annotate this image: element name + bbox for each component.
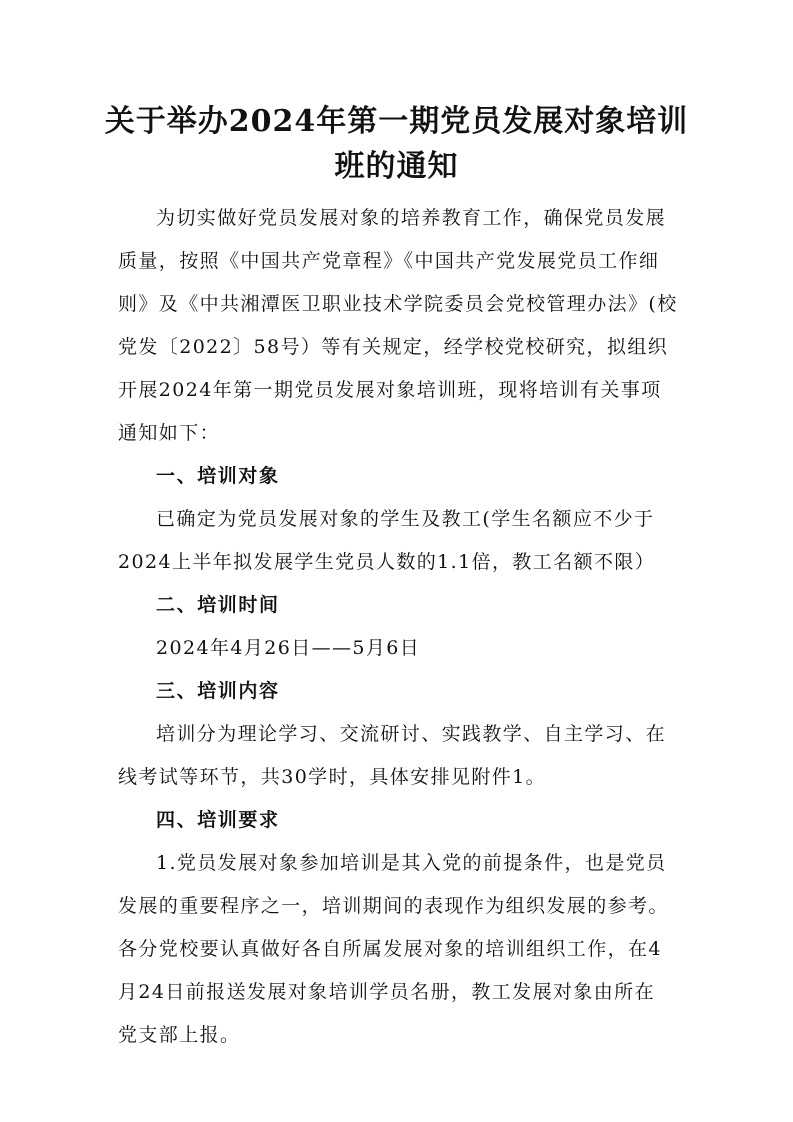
section-heading-content: 三、培训内容 [156, 680, 280, 702]
section-line: 2024上半年拟发展学生党员人数的1.1倍，教工名额不限） [118, 551, 656, 573]
intro-line: 则》及《中共湘潭医卫职业技术学院委员会党校管理办法》(校 [118, 293, 678, 315]
section-line: 月24日前报送发展对象培训学员名册，教工发展对象由所在 [118, 981, 655, 1003]
section-line: 培训分为理论学习、交流研讨、实践教学、自主学习、在 [156, 723, 667, 745]
section-heading-requirements: 四、培训要求 [156, 809, 280, 831]
section-line: 1.党员发展对象参加培训是其入党的前提条件，也是党员 [156, 852, 667, 874]
intro-line: 通知如下： [118, 422, 221, 444]
section-heading-time: 二、培训时间 [156, 594, 280, 616]
notice-title-line-1: 关于举办2024年第一期党员发展对象培训 [104, 104, 689, 139]
section-line: 党支部上报。 [118, 1024, 241, 1046]
notice-title-line-2: 班的通知 [334, 149, 459, 184]
section-line: 线考试等环节，共30学时，具体安排见附件1。 [118, 766, 547, 788]
section-line: 2024年4月26日——5月6日 [156, 637, 421, 659]
intro-line: 为切实做好党员发展对象的培养教育工作，确保党员发展 [156, 207, 667, 229]
section-line: 已确定为党员发展对象的学生及教工(学生名额应不少于 [156, 508, 655, 530]
section-line: 各分党校要认真做好各自所属发展对象的培训组织工作，在4 [118, 938, 662, 960]
intro-line: 党发〔2022〕58号）等有关规定，经学校党校研究，拟组织 [118, 336, 669, 358]
intro-line: 开展2024年第一期党员发展对象培训班，现将培训有关事项 [118, 379, 662, 401]
section-line: 发展的重要程序之一，培训期间的表现作为组织发展的参考。 [118, 895, 669, 917]
intro-line: 质量，按照《中国共产党章程》《中国共产党发展党员工作细 [118, 250, 660, 272]
section-heading-trainees: 一、培训对象 [156, 465, 280, 487]
